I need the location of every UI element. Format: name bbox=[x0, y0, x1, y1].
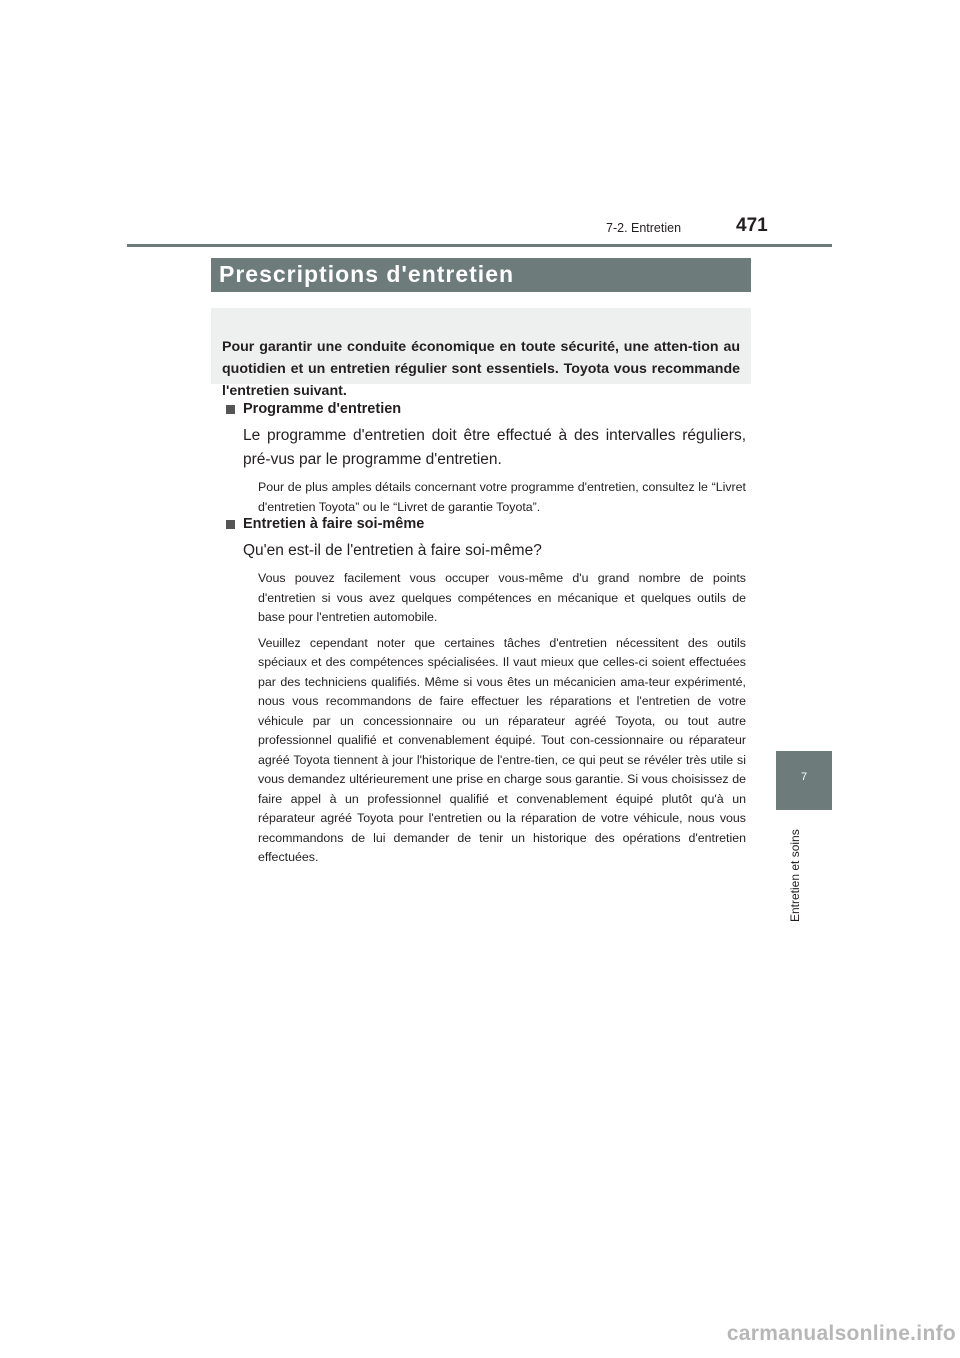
section-title-bar bbox=[211, 258, 751, 292]
square-bullet-icon bbox=[226, 520, 235, 529]
page-number: 471 bbox=[736, 215, 768, 236]
section-heading-text: Entretien à faire soi-même bbox=[243, 516, 425, 532]
intro-box bbox=[211, 308, 751, 399]
chapter-tab[interactable] bbox=[776, 751, 832, 810]
chapter-tab-number: 7 bbox=[800, 771, 808, 783]
chapter-section-label: 7-2. Entretien bbox=[606, 221, 682, 235]
section-note: Pour de plus amples détails concernant votre programme d'entretien, consultez le “Livret d'entretien Toyota” ou le “Livret de garantie Toyota”. bbox=[258, 480, 746, 514]
section-lead-text: Le programme d'entretien doit être effectué à des intervalles réguliers, pré-vus par le programme d'entretien. bbox=[243, 427, 746, 468]
page-title: Prescriptions d'entretien bbox=[219, 261, 515, 287]
section-heading-text: Programme d'entretien bbox=[243, 401, 402, 417]
section-programme-entretien bbox=[226, 398, 746, 517]
section-heading bbox=[226, 513, 746, 535]
section-entretien-soi-meme bbox=[226, 513, 746, 868]
header-divider bbox=[127, 244, 832, 247]
square-bullet-icon bbox=[226, 405, 235, 414]
chapter-tab-label: Entretien et soins bbox=[788, 829, 802, 922]
section-note: Vous pouvez facilement vous occuper vous-même d'u grand nombre de points d'entretien si vous avez quelques compétences en mécanique et quelques outils de base pour l'entretien automobile. bbox=[258, 571, 746, 624]
section-note: Veuillez cependant noter que certaines tâches d'entretien nécessitent des outils spéciaux et des compétences spécialisées. Il vaut mieux que celles-ci soient effectuées par des techniciens qualifiés. Même si vous êtes un mécanicien ama-teur expérimenté, nous vous recommandons de faire effectuer les réparations et l'entretien de votre véhicule par un concessionnaire ou un réparateur agréé Toyota, ou tout autre professionnel qualifié et convenablement équipé. Tout con-cessionnaire ou réparateur agréé Toyota tiennent à jour l'historique de l'entre-tien, ce qui peut se révéler très utile si vous demandez ultérieurement une prise en charge sous garantie. Si vous choisissez de faire appel à un professionnel qualifié et convenablement équipé plutôt qu'à un réparateur agréé Toyota pour l'entretien ou la réparation de votre véhicule, nous vous recommandons de lui demander de tenir un historique des opérations d'entretien effectuées. bbox=[258, 635, 746, 864]
intro-text: Pour garantir une conduite économique en toute sécurité, une atten-tion au quotidien et un entretien régulier sont essentiels. Toyota vous recommande l'entretien suivant. bbox=[222, 339, 740, 399]
section-lead-text: Qu'en est-il de l'entretien à faire soi-même? bbox=[243, 542, 542, 559]
watermark: carmanualsonline.info bbox=[726, 1322, 956, 1345]
section-heading bbox=[226, 398, 746, 420]
